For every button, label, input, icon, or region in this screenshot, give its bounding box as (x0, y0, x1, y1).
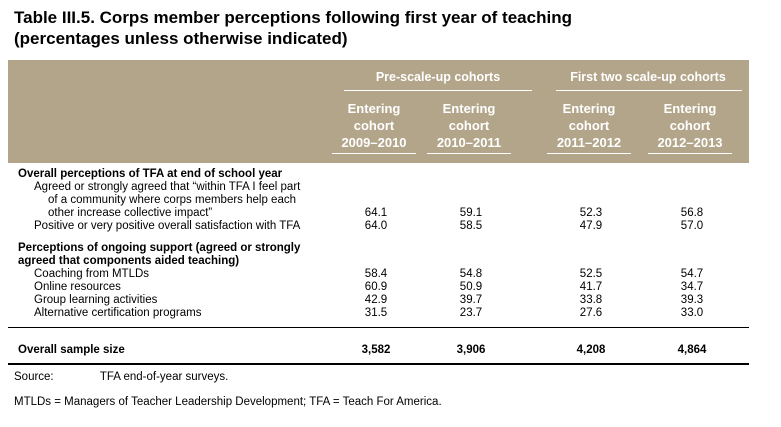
value-cell: 33.0 (680, 307, 704, 319)
value-cell: 56.8 (680, 207, 704, 219)
value-cell: 3,582 (361, 344, 391, 356)
title-line-1: Table III.5. Corps member perceptions following first year of teaching (14, 8, 572, 27)
value-cell: 34.7 (680, 281, 704, 293)
value-cell: 54.7 (680, 268, 704, 280)
table-title (14, 7, 774, 49)
value-cell: 58.5 (459, 220, 483, 232)
value-cell: 27.6 (579, 307, 603, 319)
table-bottom-rule (8, 363, 749, 365)
column-header-2010-2011: Entering cohort 2010–2011 (419, 100, 519, 154)
title-line-2: (percentages unless otherwise indicated) (14, 29, 348, 48)
value-cell: 23.7 (459, 307, 483, 319)
value-cell: 4,208 (576, 344, 606, 356)
source-note (14, 371, 228, 383)
value-cell: 31.5 (364, 307, 388, 319)
column-header-2012-2013: Entering cohort 2012–2013 (640, 100, 740, 154)
column-header-2009-2010: Entering cohort 2009–2010 (324, 100, 424, 154)
source-label: Source: (14, 371, 54, 383)
group-header-scale-up: First two scale-up cohorts (570, 70, 726, 84)
value-cell: 39.3 (680, 294, 704, 306)
source-text: TFA end-of-year surveys. (99, 371, 229, 383)
rule-above-sample (8, 327, 749, 328)
value-cell: 60.9 (364, 281, 388, 293)
value-cell: 54.8 (459, 268, 483, 280)
value-cell: 50.9 (459, 281, 483, 293)
group-rule-1 (344, 90, 532, 91)
value-cell: 42.9 (364, 294, 388, 306)
value-cell: 58.4 (364, 268, 388, 280)
value-cell: 64.1 (364, 207, 388, 219)
column-header-2011-2012: Entering cohort 2011–2012 (539, 100, 639, 154)
group-header-pre-scale-up: Pre-scale-up cohorts (375, 70, 501, 84)
value-cell: 52.5 (579, 268, 603, 280)
value-cell: 64.0 (364, 220, 388, 232)
value-cell: 59.1 (459, 207, 483, 219)
value-cell: 33.8 (579, 294, 603, 306)
value-cell: 52.3 (579, 207, 603, 219)
value-cell: 4,864 (677, 344, 707, 356)
abbreviation-note: MTLDs = Managers of Teacher Leadership Development; TFA = Teach For America. (14, 396, 442, 408)
value-cell: 39.7 (459, 294, 483, 306)
value-cell: 41.7 (579, 281, 603, 293)
value-cell: 3,906 (456, 344, 486, 356)
value-cell: 57.0 (680, 220, 704, 232)
group-rule-2 (556, 90, 742, 91)
table-header (8, 60, 749, 163)
value-cell: 47.9 (579, 220, 603, 232)
